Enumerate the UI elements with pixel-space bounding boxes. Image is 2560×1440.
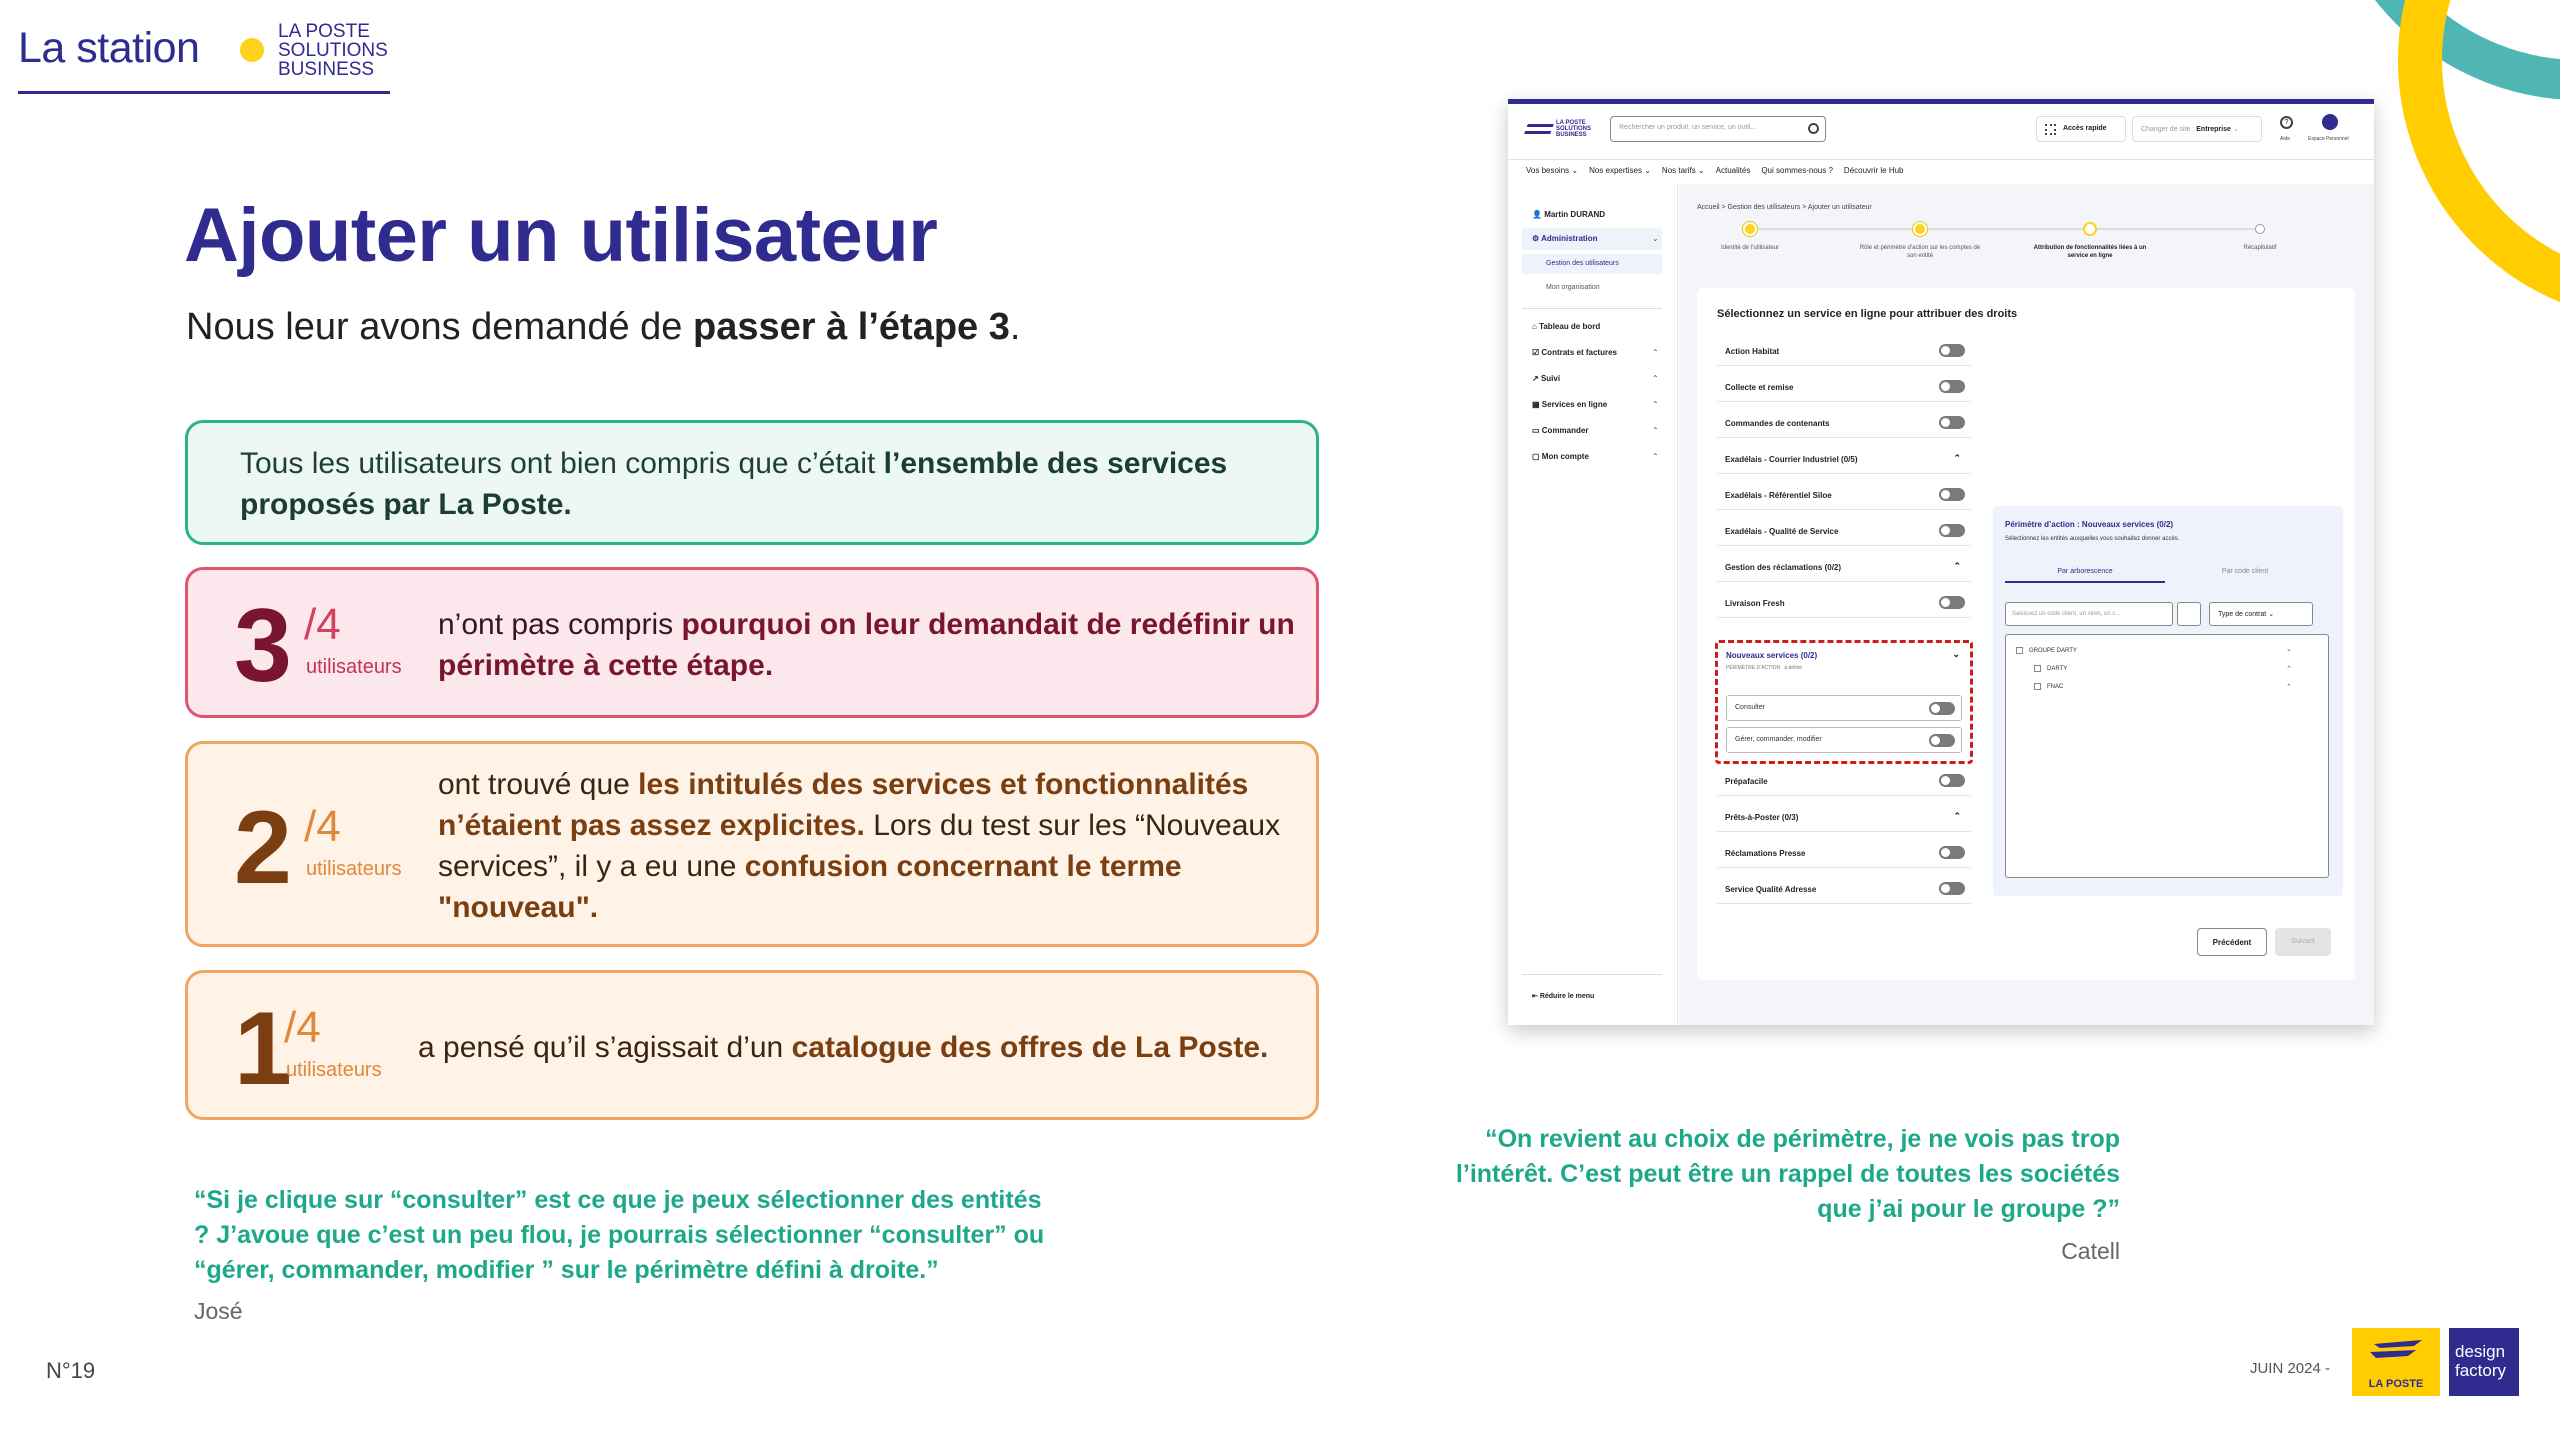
service-toggle[interactable] — [1939, 596, 1965, 609]
quote-author-right: Catell — [2061, 1238, 2120, 1264]
finding-text: a pensé qu’il s’agissait d’un catalogue des offres de La Poste. — [418, 1031, 1269, 1064]
step-1-dot — [1743, 222, 1757, 236]
service-toggle[interactable] — [1939, 882, 1965, 895]
search-icon[interactable] — [2177, 602, 2201, 626]
step-3-dot — [2083, 222, 2097, 236]
service-toggle[interactable] — [1939, 380, 1965, 393]
checkbox[interactable] — [2034, 683, 2041, 690]
help-icon[interactable]: ? — [2280, 116, 2293, 129]
perimeter-subtitle: Sélectionnez les entités auxquelles vous souhaitez donner accès. — [2005, 536, 2180, 542]
option-consulter[interactable]: Consulter — [1726, 695, 1962, 721]
finding-total: /4 — [304, 802, 341, 851]
chevron-down-icon[interactable]: ⌄ — [1952, 649, 1960, 659]
finding-card-3of4 — [185, 567, 1319, 718]
logo-text: design — [2455, 1342, 2506, 1361]
finding-count: 3 — [234, 588, 292, 704]
logo-text: factory — [2455, 1361, 2507, 1380]
highlighted-new-services-group — [1715, 640, 1973, 764]
sidebar-item-tracking[interactable]: ↗ Suivi ⌃ — [1532, 374, 1659, 383]
sidebar-user[interactable]: 👤 Martin DURAND — [1532, 210, 1606, 219]
finding-total: /4 — [304, 600, 341, 649]
sidebar-sub-users[interactable]: Gestion des utilisateurs — [1546, 260, 1619, 267]
perimeter-title: Périmètre d’action : Nouveaux services (0/2) — [2005, 520, 2174, 529]
page-title: Ajouter un utilisateur — [184, 193, 938, 278]
sidebar-item-order[interactable]: ▭ Commander ⌃ — [1532, 426, 1659, 435]
service-toggle[interactable] — [1939, 344, 1965, 357]
page-number: N°19 — [46, 1358, 96, 1383]
la-poste-bird-icon — [1524, 124, 1554, 134]
service-row[interactable]: Commandes de contenants — [1717, 408, 1971, 438]
service-toggle[interactable] — [1939, 524, 1965, 537]
user-quote-left: “Si je clique sur “consulter” est ce que je peux sélectionner des entités ? J’avoue que c’est un peu flou, je pourrais sélectionner “consulter” ou “gérer, commander, modifier ” sur le périmètre défini à droite.” — [194, 1186, 1045, 1284]
step-label: Récapitulatif — [2243, 245, 2277, 251]
account-label: Espace Personnel — [2308, 136, 2349, 142]
finding-count: 1 — [234, 991, 292, 1107]
site-switcher[interactable]: Changer de site : Entreprise ⌄ — [2132, 116, 2262, 142]
grid-icon — [2045, 124, 2056, 135]
app-topbar — [1508, 104, 2374, 160]
nav-item[interactable]: Découvrir le Hub — [1843, 166, 1904, 175]
option-gerer[interactable]: Gérer, commander, modifier — [1726, 727, 1962, 753]
service-toggle[interactable] — [1939, 846, 1965, 859]
finding-text: ont trouvé que les intitulés des services et fonctionnalités n’étaient pas assez explicites. Lors du test sur les “Nouveaux services”, il y a eu une confusion concernant le terme "nouveau". — [438, 768, 1281, 924]
finding-total: /4 — [284, 1003, 321, 1052]
brand-logo — [18, 18, 390, 94]
finding-card-all — [185, 420, 1319, 545]
service-toggle[interactable] — [1939, 774, 1965, 787]
finding-text: Tous les utilisateurs ont bien compris que c’était l’ensemble des services proposés par La Poste. — [240, 447, 1228, 521]
user-quote-right: “On revient au choix de périmètre, je ne vois pas trop l’intérêt. C’est peut être un rappel de toutes les sociétés que j’ai pour le groupe ?” — [1455, 1125, 2120, 1223]
option-toggle[interactable] — [1929, 734, 1955, 747]
tab-tree[interactable]: Par arborescence — [2005, 568, 2165, 583]
entity-tree — [2005, 634, 2329, 878]
brand-dot — [240, 38, 264, 62]
checkbox[interactable] — [2034, 665, 2041, 672]
tree-node[interactable]: DARTY — [2034, 665, 2067, 672]
service-row[interactable]: Exadélais - Qualité de Service — [1717, 516, 1971, 546]
finding-text: n’ont pas compris pourquoi on leur demandait de redéfinir un périmètre à cette étape. — [438, 608, 1295, 682]
step-4-dot — [2255, 224, 2265, 234]
footer-date: JUIN 2024 - — [2249, 1360, 2330, 1377]
service-toggle[interactable] — [1939, 416, 1965, 429]
nav-item[interactable]: Actualités — [1715, 166, 1751, 175]
panel-title: Sélectionnez un service en ligne pour attribuer des droits — [1717, 308, 2018, 320]
step-2-dot — [1913, 222, 1927, 236]
app-sidebar — [1508, 184, 1678, 1025]
tab-client-code[interactable]: Par code client — [2221, 568, 2269, 575]
sidebar-item-administration[interactable]: ⚙ Administration ⌄ — [1532, 234, 1659, 243]
chevron-up-icon[interactable]: ⌃ — [1953, 561, 1961, 571]
nav-item[interactable]: Vos besoins ⌄ — [1526, 166, 1579, 175]
reduce-menu-button[interactable]: ⇤ Réduire le menu — [1532, 993, 1595, 1000]
sidebar-item-contracts[interactable]: ☑ Contrats et factures ⌃ — [1532, 348, 1659, 357]
service-row-expandable[interactable]: Gestion des réclamations (0/2) ⌃ — [1717, 552, 1971, 582]
brand-subtitle — [278, 22, 388, 79]
brand-sub-line: LA POSTE — [278, 21, 370, 42]
tree-node[interactable]: FNAC — [2034, 683, 2063, 690]
embedded-app-screenshot — [1508, 99, 2374, 1025]
nav-item[interactable]: Nos tarifs ⌄ — [1661, 166, 1705, 175]
chevron-up-icon[interactable]: ⌃ — [1953, 453, 1961, 463]
perimeter-panel — [1993, 506, 2343, 896]
la-poste-logo-text: LA POSTE — [2368, 1378, 2424, 1390]
brand-sub-line: SOLUTIONS — [278, 40, 388, 61]
stepper-line — [1749, 228, 2259, 230]
service-toggle[interactable] — [1939, 488, 1965, 501]
chevron-up-icon[interactable]: ⌃ — [1953, 811, 1961, 821]
contract-type-select[interactable]: Type de contrat ⌄ — [2209, 602, 2313, 626]
previous-button[interactable]: Précédent — [2197, 928, 2267, 956]
tree-node[interactable]: GROUPE DARTY — [2016, 647, 2077, 654]
design-factory-logo — [2449, 1328, 2519, 1396]
la-poste-bird-icon — [2352, 1328, 2440, 1372]
quote-author-left: José — [194, 1298, 243, 1324]
new-services-title[interactable]: Nouveaux services (0/2) — [1726, 651, 1818, 660]
app-logo[interactable] — [1526, 120, 1594, 140]
service-row[interactable]: Collecte et remise — [1717, 372, 1971, 402]
nav-item[interactable]: Nos expertises ⌄ — [1589, 166, 1651, 175]
next-button[interactable]: Suivant — [2275, 928, 2331, 956]
la-poste-logo — [2352, 1328, 2440, 1396]
chevron-up-icon[interactable]: ⌃ — [2286, 666, 2292, 673]
app-search-input[interactable]: Rechercher un produit, un service, un outil... — [1610, 116, 1826, 142]
nav-item[interactable]: Qui sommes-nous ? — [1761, 166, 1833, 175]
step-label: Identité de l’utilisateur — [1720, 245, 1780, 251]
account-avatar[interactable] — [2322, 114, 2338, 130]
sidebar-sub-org[interactable]: Mon organisation — [1546, 284, 1600, 291]
help-label: Aide — [2280, 136, 2291, 142]
brand-name: La station — [18, 24, 200, 72]
service-row[interactable]: Livraison Fresh — [1717, 588, 1971, 618]
checkbox[interactable] — [2016, 647, 2023, 654]
step-label-active: Attribution de fonctionnalités liées à un service en ligne — [2033, 245, 2147, 259]
services-panel — [1697, 288, 2355, 980]
perimeter-search-input[interactable]: Saisissez un code client, un siren, un c... — [2005, 602, 2173, 626]
option-toggle[interactable] — [1929, 702, 1955, 715]
service-row-expandable[interactable]: Prêts-à-Poster (0/3) ⌃ — [1717, 802, 1971, 832]
service-row[interactable]: Action Habitat — [1717, 336, 1971, 366]
chevron-down-icon[interactable]: ⌄ — [2286, 646, 2292, 653]
sidebar-item-account[interactable]: ▢ Mon compte ⌃ — [1532, 452, 1659, 461]
quick-access-button[interactable]: Accès rapide — [2036, 116, 2126, 142]
service-row[interactable]: Exadélais - Référentiel Siloe — [1717, 480, 1971, 510]
app-main-nav — [1526, 166, 1904, 175]
service-row[interactable]: Prépafacile — [1717, 766, 1971, 796]
finding-card-1of4 — [185, 970, 1319, 1120]
service-row[interactable]: Réclamations Presse — [1717, 838, 1971, 868]
new-services-subtitle: PÉRIMÈTRE D’ACTION : à définir — [1726, 665, 1803, 671]
app-main-content — [1679, 184, 2374, 1025]
breadcrumb[interactable]: Accueil > Gestion des utilisateurs > Ajouter un utilisateur — [1697, 204, 1872, 211]
search-icon[interactable] — [1808, 123, 1819, 134]
step-label: Rôle et périmètre d’action sur les comptes de son entité — [1859, 245, 1981, 259]
page-subtitle: Nous leur avons demandé de passer à l’étape 3. — [186, 306, 1021, 348]
finding-unit: utilisateurs — [306, 656, 402, 678]
sidebar-divider — [1522, 308, 1662, 309]
finding-count: 2 — [234, 790, 292, 906]
sidebar-item-online-services[interactable]: ▦ Services en ligne ⌃ — [1532, 400, 1659, 409]
finding-card-2of4 — [185, 741, 1319, 947]
service-row[interactable]: Service Qualité Adresse — [1717, 874, 1971, 904]
service-row-expandable[interactable]: Exadélais - Courrier Industriel (0/5) ⌃ — [1717, 444, 1971, 474]
finding-unit: utilisateurs — [306, 858, 402, 880]
brand-sub-line: BUSINESS — [278, 59, 375, 80]
sidebar-divider — [1522, 974, 1662, 975]
finding-unit: utilisateurs — [286, 1059, 382, 1081]
app-logo-text: LA POSTE SOLUTIONS BUSINESS — [1556, 120, 1592, 138]
sidebar-item-dashboard[interactable]: ⌂ Tableau de bord — [1532, 322, 1601, 331]
chevron-up-icon[interactable]: ⌃ — [2286, 684, 2292, 691]
